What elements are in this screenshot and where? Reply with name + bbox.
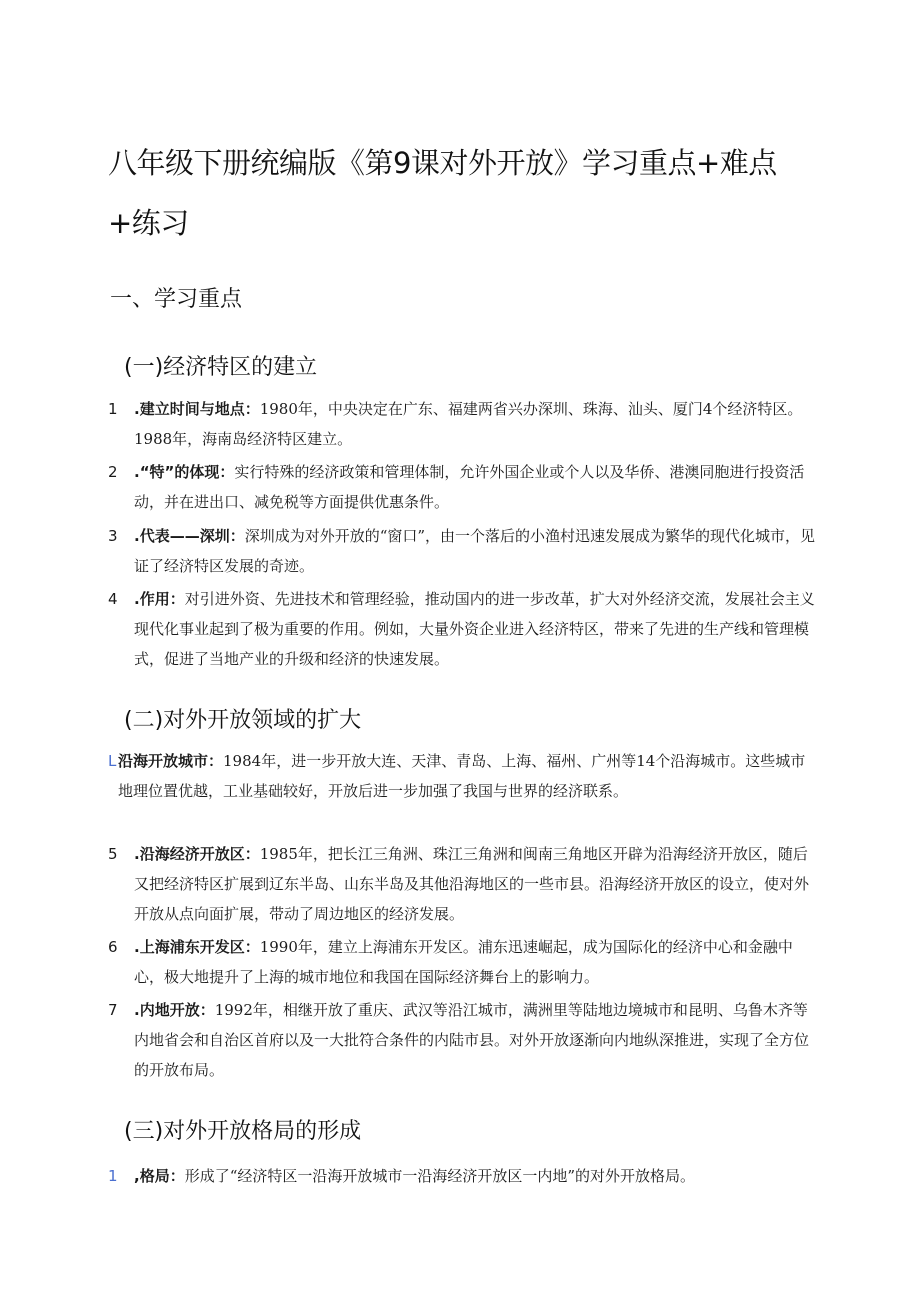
list-item	[108, 394, 820, 454]
list-item-lead: .建立时间与地点：	[134, 400, 260, 418]
list-item-number: 1	[108, 1167, 118, 1185]
list-item-number: 4	[108, 590, 118, 608]
section-heading-key-points: 一、学习重点	[110, 287, 243, 312]
list-item	[108, 521, 820, 581]
list-item-text: 1985年，把长江三角洲、珠江三角洲和闽南三角地区开辟为沿海经济开放区，随后又把经济特区扩展到辽东半岛、山东半岛及其他沿海地区的一些市县。沿海经济开放区的设立，使对外开放从点向面扩展，带动了周边地区的经济发展。	[134, 845, 810, 923]
list-item-lead: .沿海经济开放区：	[134, 845, 260, 863]
document-title-line-2: +练习	[108, 206, 189, 240]
list-item-number: 5	[108, 845, 118, 863]
list-item	[108, 1161, 820, 1191]
list-item-lead: .代表——深圳：	[134, 527, 245, 545]
list-item-lead: .“特”的体现：	[134, 463, 235, 481]
list-item	[108, 746, 820, 806]
list-item	[108, 457, 820, 517]
subsection-heading-expansion: (二)对外开放领域的扩大	[124, 708, 362, 733]
list-item-text: 深圳成为对外开放的“窗口”，由一个落后的小渔村迅速发展成为繁华的现代化城市，见证了经济特区发展的奇迹。	[134, 527, 816, 575]
list-item-number: 2	[108, 463, 118, 481]
list-item-lead: .内地开放：	[134, 1001, 215, 1019]
list-item-lead: ,格局：	[134, 1167, 185, 1185]
list-item-number: 7	[108, 1001, 118, 1019]
list-item	[108, 839, 820, 929]
list-item-text: 形成了“经济特区一沿海开放城市一沿海经济开放区一内地”的对外开放格局。	[184, 1167, 696, 1185]
list-item-text: 1992年，相继开放了重庆、武汉等沿江城市，满洲里等陆地边境城市和昆明、乌鲁木齐等内地省会和自治区首府以及一大批符合条件的内陆市县。对外开放逐渐向内地纵深推进，实现了全方位的开放布局。	[134, 1001, 810, 1079]
list-item	[108, 584, 820, 674]
list-item-number: L	[108, 752, 117, 770]
subsection-heading-sez: (一)经济特区的建立	[124, 355, 318, 380]
list-item-text: 1984年，进一步开放大连、天津、青岛、上海、福州、广州等14个沿海城市。这些城市地理位置优越，工业基础较好，开放后进一步加强了我国与世界的经济联系。	[118, 752, 806, 800]
list-item-text: 对引进外资、先进技术和管理经验，推动国内的进一步改革，扩大对外经济交流，发展社会主义现代化事业起到了极为重要的作用。例如，大量外资企业进入经济特区，带来了先进的生产线和管理模式，促进了当地产业的升级和经济的快速发展。	[134, 590, 815, 668]
list-item	[108, 932, 820, 992]
list-item-lead: .上海浦东开发区：	[134, 938, 260, 956]
list-item-number: 6	[108, 938, 118, 956]
list-item-text: 1980年，中央决定在广东、福建两省兴办深圳、珠海、汕头、厦门4个经济特区。1988年，海南岛经济特区建立。	[134, 400, 803, 448]
list-item-number: 1	[108, 400, 118, 418]
subsection-heading-pattern: (三)对外开放格局的形成	[124, 1119, 362, 1144]
list-item-number: 3	[108, 527, 118, 545]
list-item-lead: .作用：	[134, 590, 185, 608]
list-item-text: 实行特殊的经济政策和管理体制，允许外国企业或个人以及华侨、港澳同胞进行投资活动，并在进出口、减免税等方面提供优惠条件。	[134, 463, 805, 511]
list-item	[108, 995, 820, 1085]
list-item-text: 1990年，建立上海浦东开发区。浦东迅速崛起，成为国际化的经济中心和金融中心，极大地提升了上海的城市地位和我国在国际经济舞台上的影响力。	[134, 938, 793, 986]
document-title-line-1: 八年级下册统编版《第9课对外开放》学习重点+难点	[108, 146, 777, 180]
list-item-lead: 沿海开放城市：	[118, 752, 224, 770]
